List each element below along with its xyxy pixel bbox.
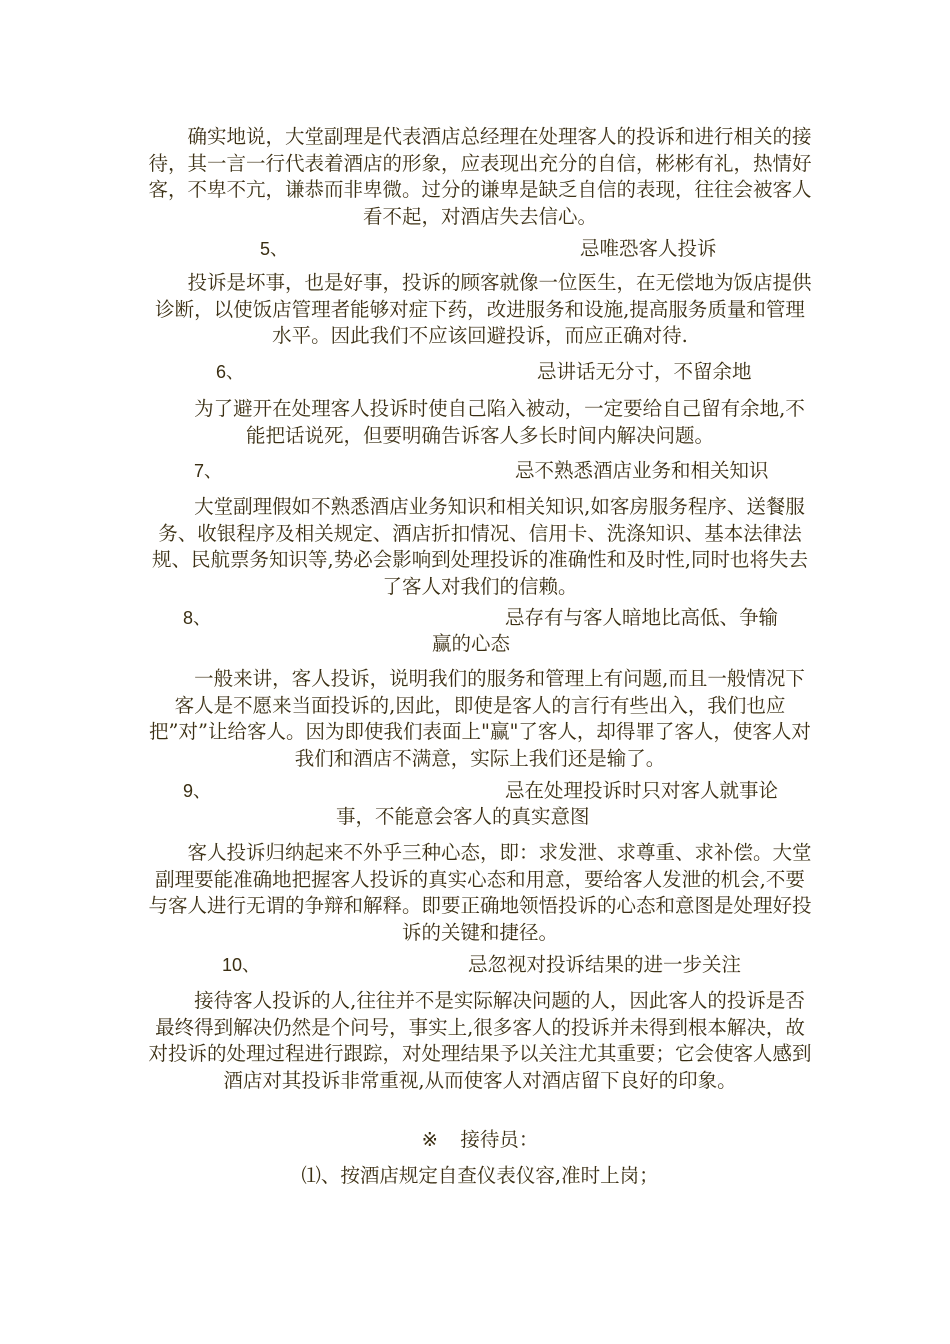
heading-10-number: 10、: [222, 955, 261, 975]
paragraph-self-confidence: 确实地说，大堂副理是代表酒店总经理在处理客人的投诉和进行相关的接待，其一言一行代表着酒店的形象，应表现出充分的自信，彬彬有礼，热情好客，不卑不亢，谦恭而非卑微。过分的谦卑是缺乏自信的表现，往往会被客人看不起，对酒店失去信心。: [148, 125, 812, 228]
heading-9-continuation: 事，不能意会客人的真实意图: [336, 805, 590, 828]
heading-8: [0, 605, 950, 659]
heading-10-title: 忌忽视对投诉结果的进一步关注: [468, 953, 742, 976]
heading-5: [0, 236, 950, 262]
paragraph-three-mindsets: 客人投诉归纳起来不外乎三种心态，即：求发泄、求尊重、求补偿。大堂副理要能准确地把握客人投诉的真实心态和用意，要给客人发泄的机会,不要与客人进行无谓的争辩和解释。即要正确地领悟投诉的心态和意图是处理好投诉的关键和捷径。: [148, 841, 812, 944]
heading-5-number: 5、: [260, 239, 289, 259]
heading-6: [0, 359, 950, 385]
receptionist-item-1: ⑴、按酒店规定自查仪表仪容,准时上岗；: [301, 1164, 659, 1187]
heading-5-title: 忌唯恐客人投诉: [580, 237, 717, 260]
heading-9: [0, 778, 950, 832]
heading-8-number: 8、: [183, 608, 212, 628]
paragraph-win-lose: 一般来讲，客人投诉，说明我们的服务和管理上有问题,而且一般情况下客人是不愿来当面投诉的,因此，即使是客人的言行有些出入，我们也应把”对”让给客人。因为即使我们表面上"赢"了客人，却得罪了客人，使客人对我们和酒店不满意，实际上我们还是输了。: [149, 667, 811, 770]
section-title: 接待员：: [460, 1128, 539, 1151]
heading-7-title: 忌不熟悉酒店业务和相关知识: [515, 459, 769, 482]
paragraph-business-knowledge: 大堂副理假如不熟悉酒店业务知识和相关知识,如客房服务程序、送餐服务、收银程序及相关规定、酒店折扣情况、信用卡、洗涤知识、基本法律法规、民航票务知识等,势必会影响到处理投诉的准确性和及时性,同时也将失去了客人对我们的信赖。: [152, 495, 808, 598]
heading-8-continuation: 赢的心态: [432, 632, 511, 655]
section-receptionist: [148, 1127, 812, 1153]
paragraph-follow-up: 接待客人投诉的人,往往并不是实际解决问题的人，因此客人的投诉是否最终得到解决仍然是个问号，事实上,很多客人的投诉并未得到根本解决，故对投诉的处理过程进行跟踪，对处理结果予以关注尤其重要；它会使客人感到酒店对其投诉非常重视,从而使客人对酒店留下良好的印象。: [148, 989, 812, 1092]
heading-7-number: 7、: [194, 461, 223, 481]
heading-6-number: 6、: [216, 362, 245, 382]
heading-10: [0, 952, 950, 978]
heading-9-title: 忌在处理投诉时只对客人就事论: [505, 779, 779, 802]
section-mark: ※: [421, 1128, 438, 1151]
paragraph-complaint-good: 投诉是坏事，也是好事，投诉的顾客就像一位医生，在无偿地为饭店提供诊断，以使饭店管理者能够对症下药，改进服务和设施,提高服务质量和管理水平。因此我们不应该回避投诉，而应正确对待.: [148, 271, 812, 347]
heading-6-title: 忌讲话无分寸，不留余地: [537, 360, 752, 383]
heading-9-number: 9、: [183, 781, 212, 801]
paragraph-leave-room: 为了避开在处理客人投诉时使自己陷入被动，一定要给自己留有余地,不能把话说死，但要明确告诉客人多长时间内解决问题。: [155, 397, 805, 447]
heading-8-title: 忌存有与客人暗地比高低、争输: [505, 606, 779, 629]
heading-7: [0, 458, 950, 484]
